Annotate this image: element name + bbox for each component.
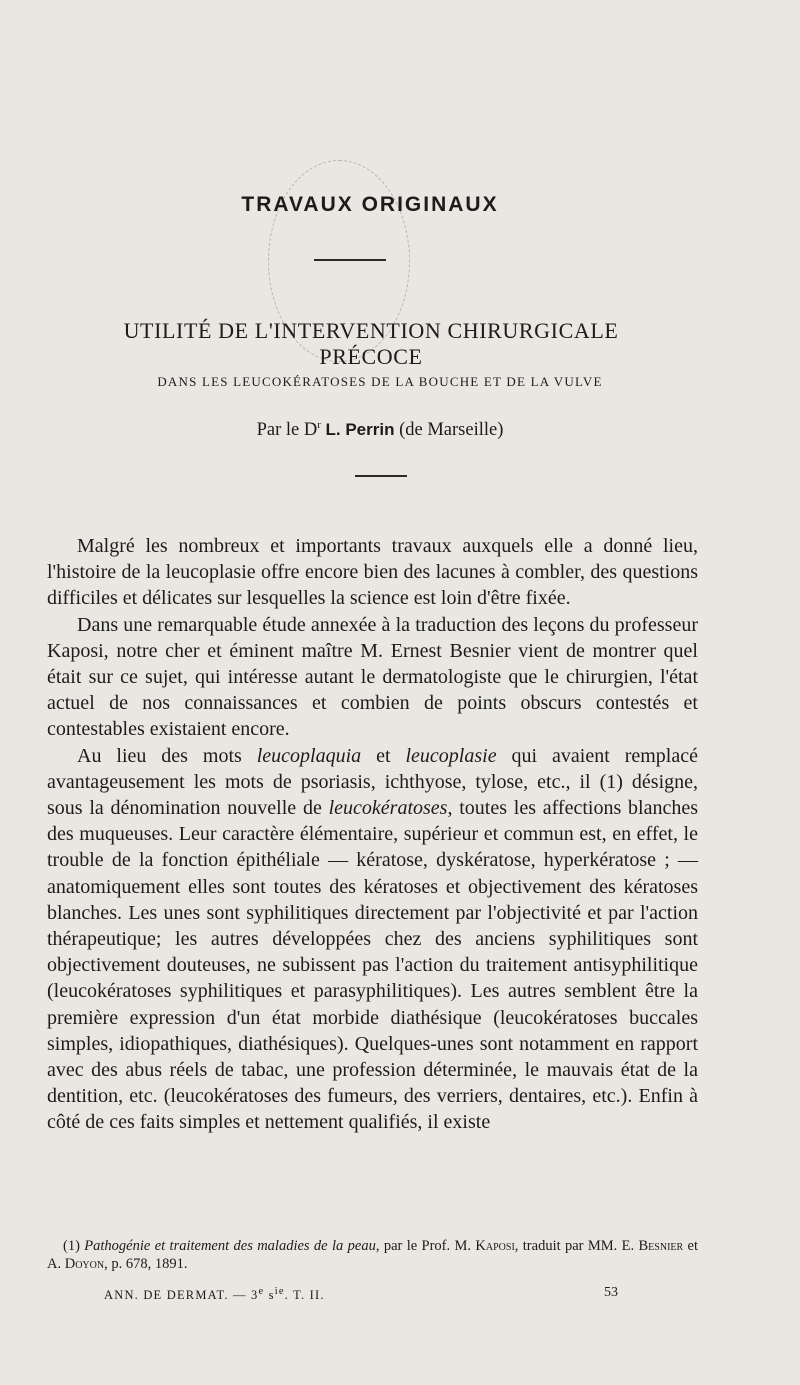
byline-prefix: Par le D bbox=[256, 420, 318, 441]
paragraph-3-text-a: Au lieu des mots bbox=[77, 744, 257, 767]
paragraph-3-text-d: , toutes les affections blanches des muqueuses. Leur caractère élémentaire, supérieur et commun est, en effet, le trouble de la fonction épithéliale — kératose, dyskératose, hyperkératose ; — anatomiquement elles sont toutes des kératoses et objectivement des kératoses blanches. Les unes sont syphilitiques directement par l'objectivité et par l'action thérapeutique; les autres développées chez des anciens syphilitiques sont objectivement douteuses, ne subissent pas l'action du traitement antisyphilitique (leucokératoses syphilitiques et parasyphilitiques). Les autres semblent être la première expression d'un état morbide diathésique (leucokératoses buccales simples, idiopathiques, diathésiques). Quelques-unes sont notamment en rapport avec des abus réels de tabac, une profession déterminée, le mauvais état de la dentition, etc. (leucokératoses des fumeurs, des verriers, dentaires, etc.). Enfin à côté de ces faits simples et nettement qualifiés, il existe bbox=[47, 797, 698, 1134]
footnote-text-b: , traduit par MM. E. bbox=[514, 1238, 639, 1254]
footer-journal-b: s bbox=[264, 1288, 275, 1303]
term-leucokeratoses: leucokératoses bbox=[328, 797, 448, 820]
byline-sup: r bbox=[317, 419, 321, 431]
footer-journal-a: ANN. DE DERMAT. — 3 bbox=[104, 1288, 259, 1303]
footer-journal-c: . T. II. bbox=[284, 1288, 325, 1303]
running-footer bbox=[104, 1286, 325, 1303]
paragraph-2: Dans une remarquable étude annexée à la traduction des leçons du professeur Kaposi, notre cher et éminent maître M. Ernest Besnier vient de montrer quel était sur ce sujet, qui intéresse autant le dermatologiste que le chirurgien, l'état actuel de nos connaissances et combien de points obscurs contestés et contestables existaient encore. bbox=[47, 613, 698, 741]
article-body bbox=[47, 533, 698, 1136]
byline-divider bbox=[355, 475, 407, 477]
author-affiliation: (de Marseille) bbox=[399, 420, 504, 441]
article-subtitle: DANS LES LEUCOKÉRATOSES DE LA BOUCHE ET DE LA VULVE bbox=[157, 374, 603, 389]
paragraph-3 bbox=[47, 743, 698, 1136]
title-divider bbox=[314, 259, 386, 261]
footnote-title: Pathogénie et traitement des maladies de la peau bbox=[84, 1238, 376, 1254]
byline bbox=[180, 419, 580, 441]
footnote-marker: (1) bbox=[63, 1238, 80, 1254]
footnote-text-a: , par le Prof. M. bbox=[375, 1238, 476, 1254]
footnote-text-d: , p. 678, 1891. bbox=[104, 1256, 188, 1272]
article-title: UTILITÉ DE L'INTERVENTION CHIRURGICALE PRÉCOCE bbox=[123, 318, 619, 369]
footer-sup-2: ie bbox=[274, 1286, 285, 1297]
author-name: L. Perrin bbox=[325, 420, 395, 440]
footnote-author-doyon: Doyon bbox=[64, 1256, 105, 1272]
footnote-author-besnier: Besnier bbox=[638, 1238, 684, 1254]
section-title: TRAVAUX ORIGINAUX bbox=[241, 193, 499, 216]
footer-sup-1: e bbox=[258, 1286, 265, 1297]
term-leucoplaquia: leucoplaquia bbox=[256, 744, 362, 767]
paragraph-3-text-b: et bbox=[361, 744, 406, 767]
footnote-text-c: et A. bbox=[47, 1238, 699, 1272]
paragraph-1: Malgré les nombreux et importants travaux auxquels elle a donné lieu, l'histoire de la leucoplasie offre encore bien des lacunes à combler, des questions difficiles et délicates sur lesquelles la science est loin d'être fixée. bbox=[47, 535, 698, 610]
term-leucoplasie: leucoplasie bbox=[405, 744, 497, 767]
footnote bbox=[47, 1237, 698, 1273]
paragraph-3-text-c: qui avaient remplacé avantageusement les mots de psoriasis, ichthyose, tylose, etc., il (1) désigne, sous la dénomination nouvelle de bbox=[47, 744, 698, 820]
footnote-author-kaposi: Kaposi bbox=[475, 1238, 515, 1254]
page-number: 53 bbox=[604, 1285, 618, 1300]
